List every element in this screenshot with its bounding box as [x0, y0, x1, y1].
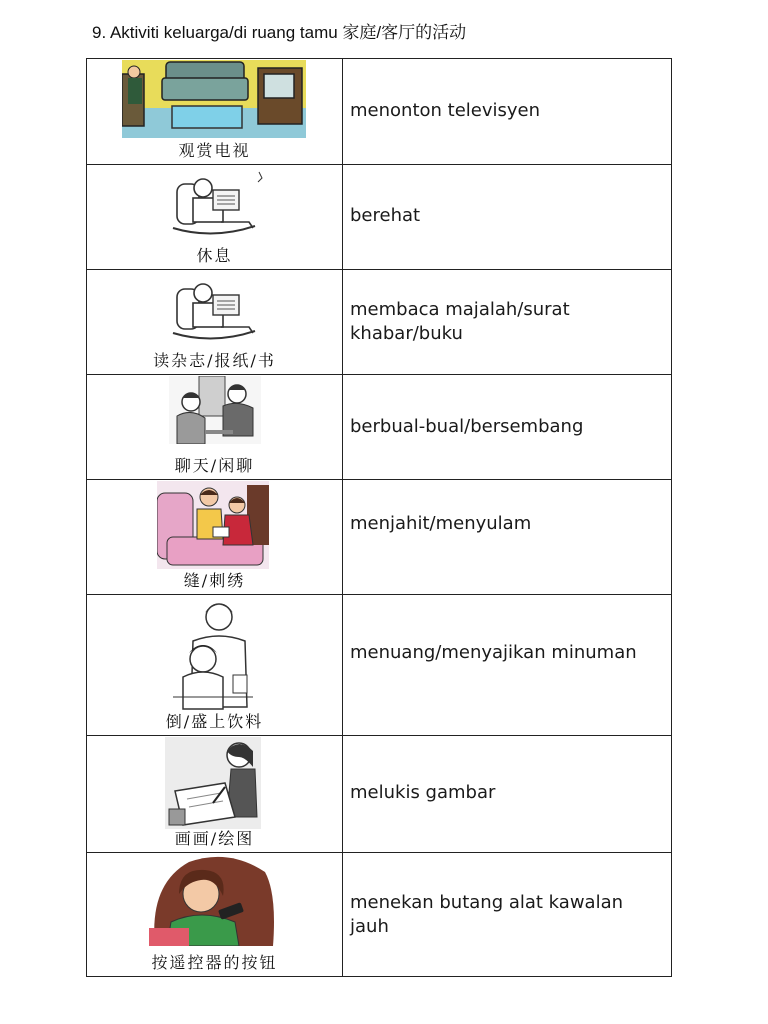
resting-illustration: [163, 168, 263, 236]
illustration-cell: [87, 736, 343, 853]
illustration-cell: [87, 480, 343, 595]
malay-term: menonton televisyen: [350, 100, 541, 121]
illustration-cell: [87, 270, 343, 375]
table-row: [87, 270, 672, 375]
table-row: [87, 375, 672, 480]
table-row: [87, 59, 672, 165]
table-row: [87, 480, 672, 595]
watching-tv-illustration: [122, 60, 306, 138]
illustration-cell: [87, 59, 343, 165]
drawing-illustration: [165, 737, 261, 829]
chinese-caption: 按遥控器的按钮: [151, 953, 278, 972]
vocabulary-table: [86, 58, 672, 977]
malay-cell: [343, 736, 672, 853]
malay-cell: [343, 853, 672, 977]
chinese-caption: 聊天/闲聊: [174, 456, 255, 475]
chatting-illustration: [169, 376, 261, 444]
malay-term: melukis gambar: [350, 782, 496, 803]
page-title: 9. Aktiviti keluarga/di ruang tamu 家庭/客厅的活动: [92, 23, 467, 42]
malay-term: berehat: [350, 205, 421, 226]
malay-cell: [343, 480, 672, 595]
table-row: [87, 736, 672, 853]
malay-term: membaca majalah/surat khabar/buku: [350, 299, 570, 344]
chinese-caption: 画画/绘图: [174, 829, 255, 848]
chinese-caption: 观赏电视: [178, 141, 251, 160]
table-row: [87, 165, 672, 270]
malay-cell: [343, 270, 672, 375]
chinese-caption: 休息: [196, 246, 233, 265]
reading-illustration: [163, 273, 263, 341]
illustration-cell: [87, 853, 343, 977]
malay-cell: [343, 165, 672, 270]
sewing-illustration: [157, 481, 269, 569]
chinese-caption: 倒/盛上饮料: [165, 712, 264, 731]
pouring-drink-illustration: [163, 597, 259, 711]
illustration-cell: [87, 595, 343, 736]
malay-cell: [343, 595, 672, 736]
malay-cell: [343, 375, 672, 480]
chinese-caption: 缝/刺绣: [183, 571, 246, 590]
table-row: [87, 853, 672, 977]
malay-term: berbual-bual/bersembang: [350, 416, 584, 437]
illustration-cell: [87, 165, 343, 270]
malay-term: menuang/menyajikan minuman: [350, 642, 637, 663]
malay-cell: [343, 59, 672, 165]
remote-control-illustration: [149, 854, 277, 946]
malay-term: menjahit/menyulam: [350, 513, 532, 534]
table-row: [87, 595, 672, 736]
malay-term: menekan butang alat kawalan jauh: [350, 892, 624, 937]
chinese-caption: 读杂志/报纸/书: [153, 351, 276, 370]
illustration-cell: [87, 375, 343, 480]
